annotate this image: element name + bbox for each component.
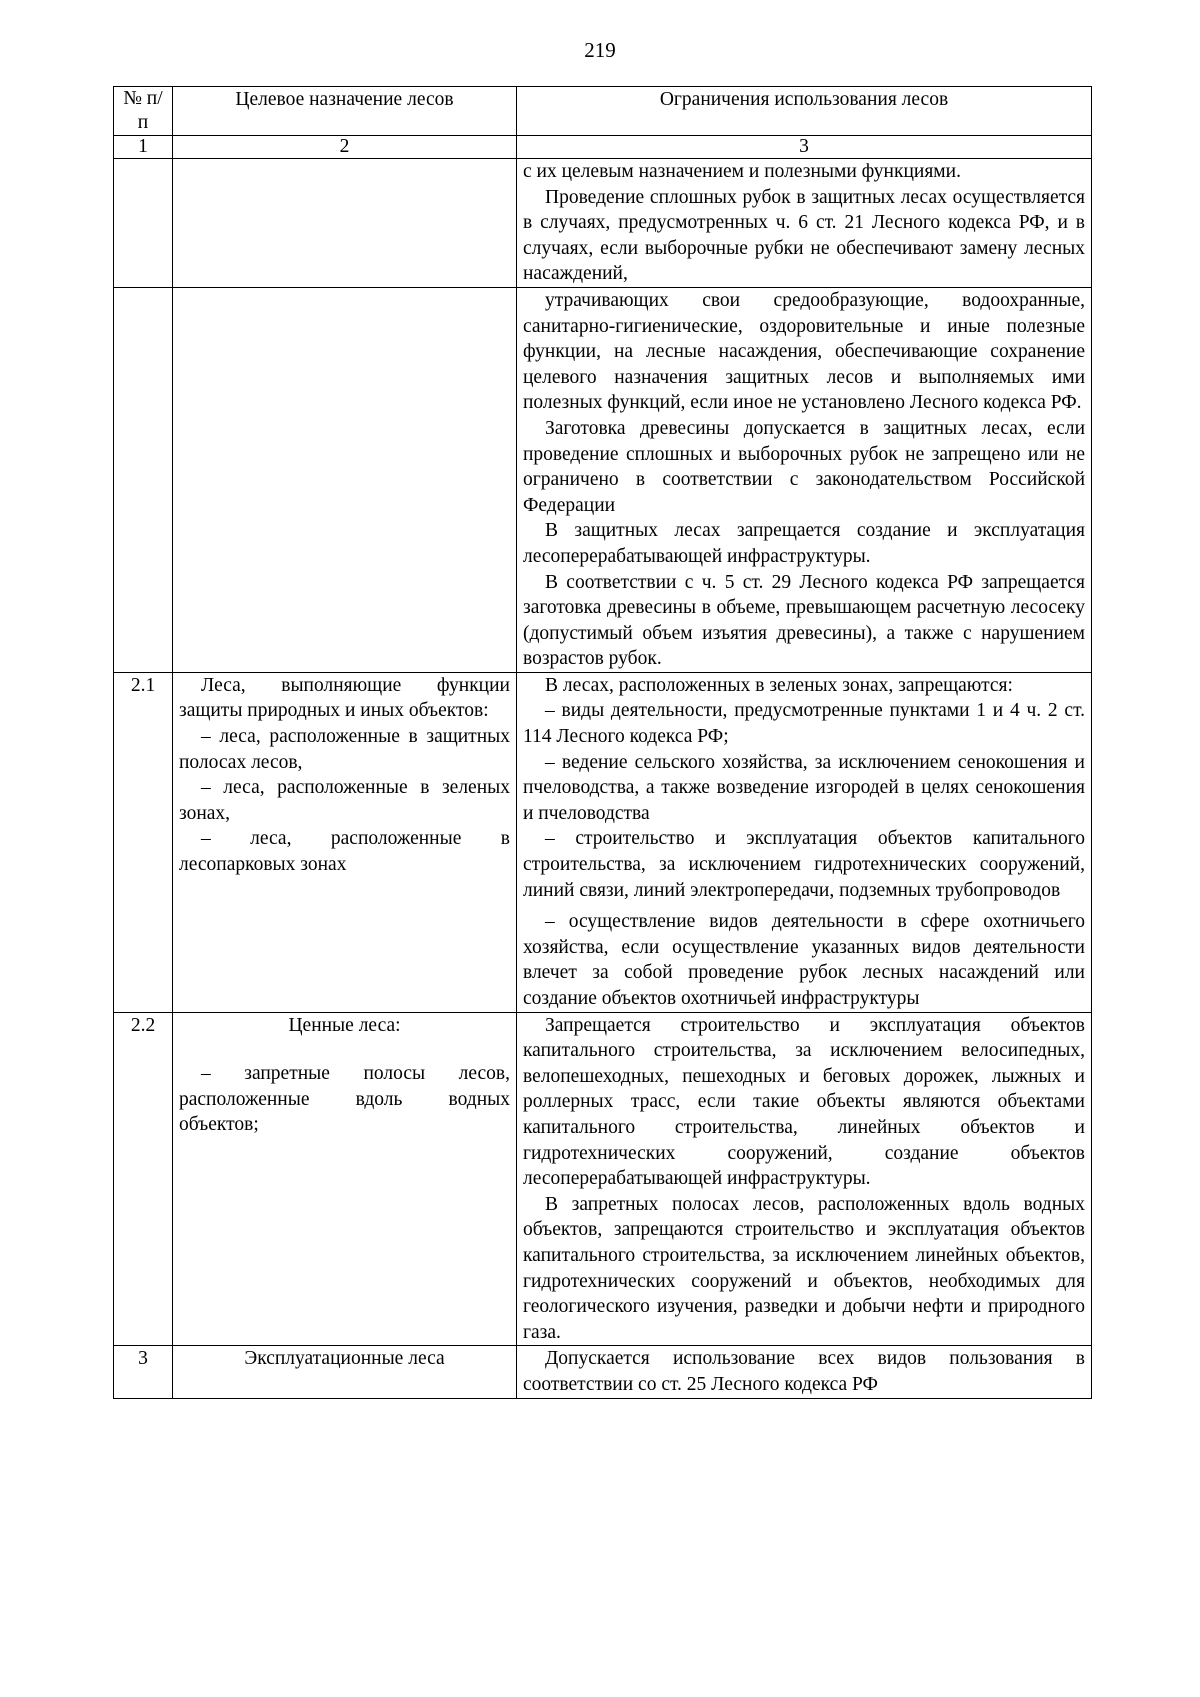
purpose-cell — [173, 287, 517, 672]
restrictions-cell — [517, 1012, 1092, 1346]
restriction-paragraph: Допускается использование всех видов пользования в соответствии со ст. 25 Лесного кодекса РФ — [523, 1348, 1085, 1395]
table-row — [114, 1012, 1092, 1346]
purpose-paragraph: Ценные леса: — [288, 1014, 401, 1036]
purpose-cell — [173, 1012, 517, 1346]
table-row — [114, 159, 1092, 288]
restriction-paragraph: В защитных лесах запрещается создание и эксплуатация лесоперерабатывающей инфраструктуры. — [523, 520, 1085, 567]
restrictions-cell — [517, 1346, 1092, 1398]
header-number: № п/п — [114, 87, 173, 136]
restriction-paragraph: – осуществление видов деятельности в сфере охотничьего хозяйства, если осуществление указанных видов деятельности влечет за собой проведение рубок лесных насаждений или создание объектов охотничьей инфраструктуры — [523, 911, 1085, 1009]
purpose-paragraph: Леса, выполняющие функции защиты природных и иных объектов: — [179, 674, 510, 722]
restriction-paragraph: утрачивающих свои средообразующие, водоохранные, санитарно-гигиенические, оздоровительные и иные полезные функции, на лесные насаждения, обеспечивающие сохранение целевого назначения защитных лесов и выполняемых ими полезных функций, если иное не установлено Лесного кодекса РФ. — [523, 289, 1085, 414]
purpose-paragraph: Эксплуатационные леса — [244, 1348, 445, 1370]
table-header-row — [114, 87, 1092, 136]
restriction-paragraph: Заготовка древесины допускается в защитных лесах, если проведение сплошных и выборочных рубок не запрещено или не ограничено в соответствии с законодательством Российской Федерации — [523, 417, 1085, 516]
restriction-paragraph: В лесах, расположенных в зеленых зонах, запрещаются: — [545, 674, 1013, 696]
purpose-paragraph: – леса, расположенные в зеленых зонах, — [179, 777, 510, 824]
restriction-paragraph: с их целевым назначением и полезными функциями. — [523, 161, 961, 182]
header-purpose: Целевое назначение лесов — [173, 87, 517, 136]
purpose-cell — [173, 1346, 517, 1398]
forest-restrictions-table — [113, 86, 1092, 1399]
purpose-cell — [173, 159, 517, 288]
table-row — [114, 1346, 1092, 1398]
restriction-paragraph: – строительство и эксплуатация объектов капитального строительства, за исключением гидротехнических сооружений, линий связи, линий электропередачи, подземных трубопроводов — [523, 828, 1085, 901]
row-number — [114, 159, 173, 288]
restriction-paragraph: Запрещается строительство и эксплуатация объектов капитального строительства, за исключением велосипедных, велопешеходных, пешеходных и беговых дорожек, лыжных и роллерных трасс, если такие объекты являются объектами капитального строительства, линейных объектов и гидротехнических сооружений, создание объектов лесоперерабатывающей инфраструктуры. — [523, 1014, 1085, 1190]
page-number: 219 — [584, 38, 616, 62]
restriction-paragraph: Проведение сплошных рубок в защитных лесах осуществляется в случаях, предусмотренных ч. 6 ст. 21 Лесного кодекса РФ, и в случаях, если выборочные рубки не обеспечивают замену лесных насаждений, — [523, 186, 1085, 285]
purpose-paragraph: – леса, расположенные в лесопарковых зонах — [179, 828, 510, 876]
restriction-paragraph: В соответствии с ч. 5 ст. 29 Лесного кодекса РФ запрещается заготовка древесины в объеме, превышающем расчетную лесосеку (допустимый объем изъятия древесины), а также с нарушением возрастов рубок. — [523, 571, 1085, 670]
restrictions-cell — [517, 159, 1092, 288]
header-restrictions: Ограничения использования лесов — [517, 87, 1092, 136]
column-number-row — [114, 136, 1092, 159]
column-number: 2 — [173, 136, 517, 159]
restriction-paragraph: – ведение сельского хозяйства, за исключением сенокошения и пчеловодства, а также возведение изгородей в целях сенокошения и пчеловодства — [523, 751, 1085, 824]
restriction-paragraph: В запретных полосах лесов, расположенных вдоль водных объектов, запрещаются строительство и эксплуатация объектов капитального строительства, за исключением линейных объектов, гидротехнических сооружений и объектов, необходимых для геологического изучения, разведки и добычи нефти и природного газа. — [523, 1193, 1085, 1343]
column-number: 3 — [517, 136, 1092, 159]
purpose-paragraph: – леса, расположенные в защитных полосах лесов, — [179, 726, 510, 773]
row-number: 3 — [114, 1346, 173, 1398]
row-number: 2.1 — [114, 672, 173, 1012]
restriction-paragraph: – виды деятельности, предусмотренные пунктами 1 и 4 ч. 2 ст. 114 Лесного кодекса РФ; — [523, 700, 1085, 748]
row-number: 2.2 — [114, 1012, 173, 1346]
table-row — [114, 672, 1092, 1012]
purpose-paragraph: – запретные полосы лесов, расположенные вдоль водных объектов; — [179, 1063, 510, 1136]
row-number — [114, 287, 173, 672]
restrictions-cell — [517, 672, 1092, 1012]
restrictions-cell — [517, 287, 1092, 672]
column-number: 1 — [114, 136, 173, 159]
purpose-cell — [173, 672, 517, 1012]
table-row — [114, 287, 1092, 672]
